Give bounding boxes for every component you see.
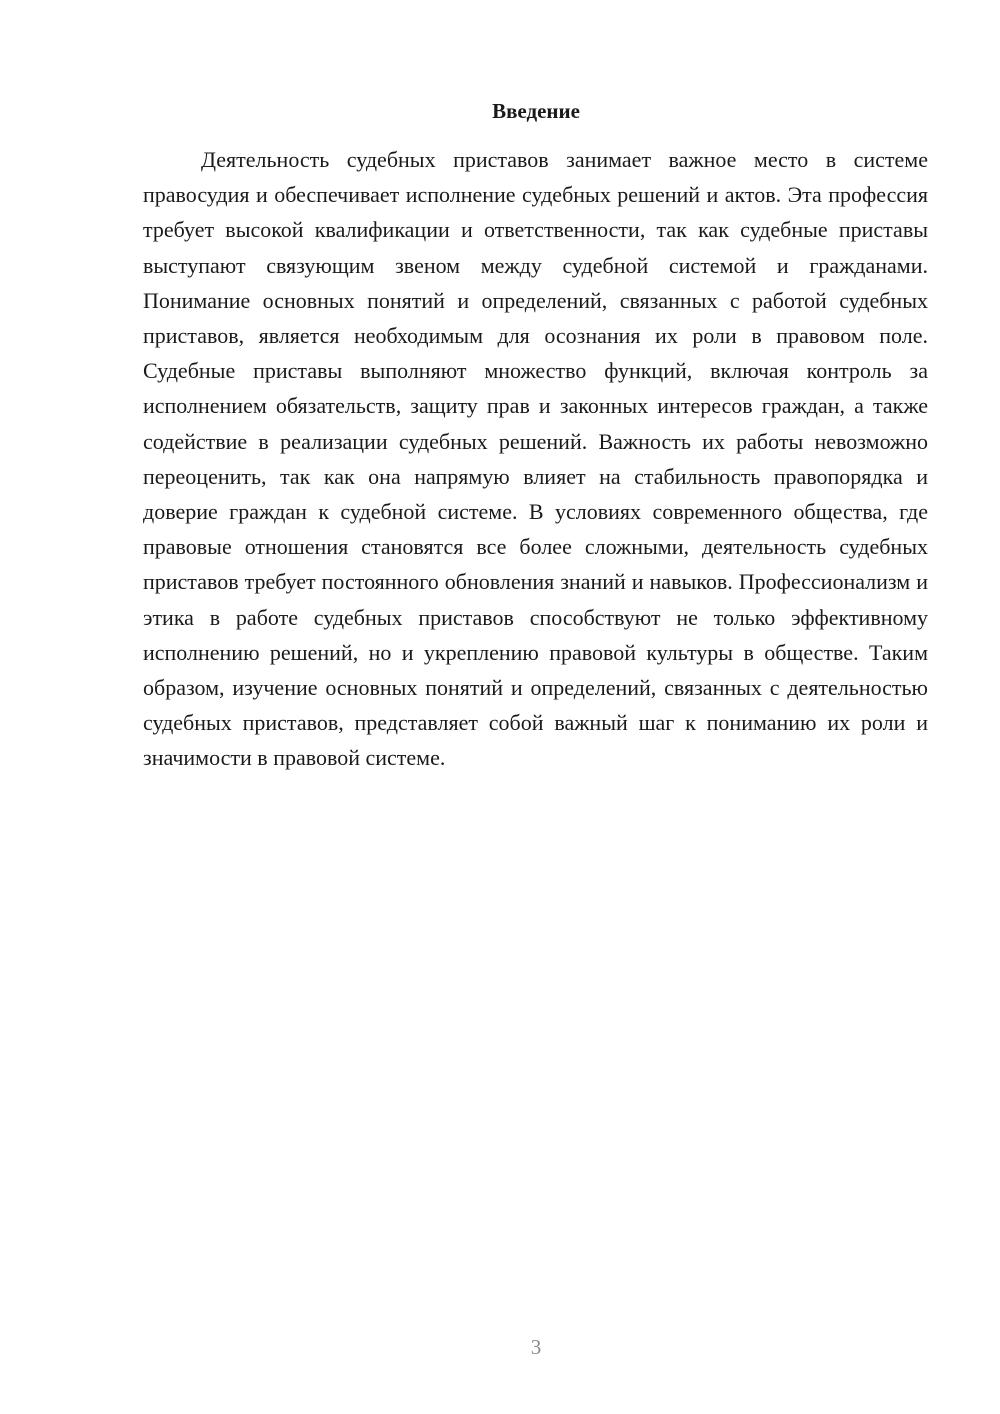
page-number: 3	[530, 1335, 542, 1359]
page-title: Введение	[492, 99, 580, 123]
body-paragraph: Деятельность судебных приставов занимает важное место в системе правосудия и обеспечивает исполнение судебных решений и актов. Эта профессия требует высокой квалификации и ответственности, так как судебные приставы выступают связующим звеном между судебной системой и гражданами. Понимание основных понятий и определений, связанных с работой судебных приставов, является необходимым для осознания их роли в правовом поле. Судебные приставы выполняют множество функций, включая контроль за исполнением обязательств, защиту прав и законных интересов граждан, а также содействие в реализации судебных решений. Важность их работы невозможно переоценить, так как она напрямую влияет на стабильность правопорядка и доверие граждан к судебной системе. В условиях современного общества, где правовые отношения становятся все более сложными, деятельность судебных приставов требует постоянного обновления знаний и навыков. Профессионализм и этика в работе судебных приставов способствуют не только эффективному исполнению решений, но и укреплению правовой культуры в обществе. Таким образом, изучение основных понятий и определений, связанных с деятельностью судебных приставов, представляет собой важный шаг к пониманию их роли и значимости в правовой системе.	[143, 147, 928, 771]
